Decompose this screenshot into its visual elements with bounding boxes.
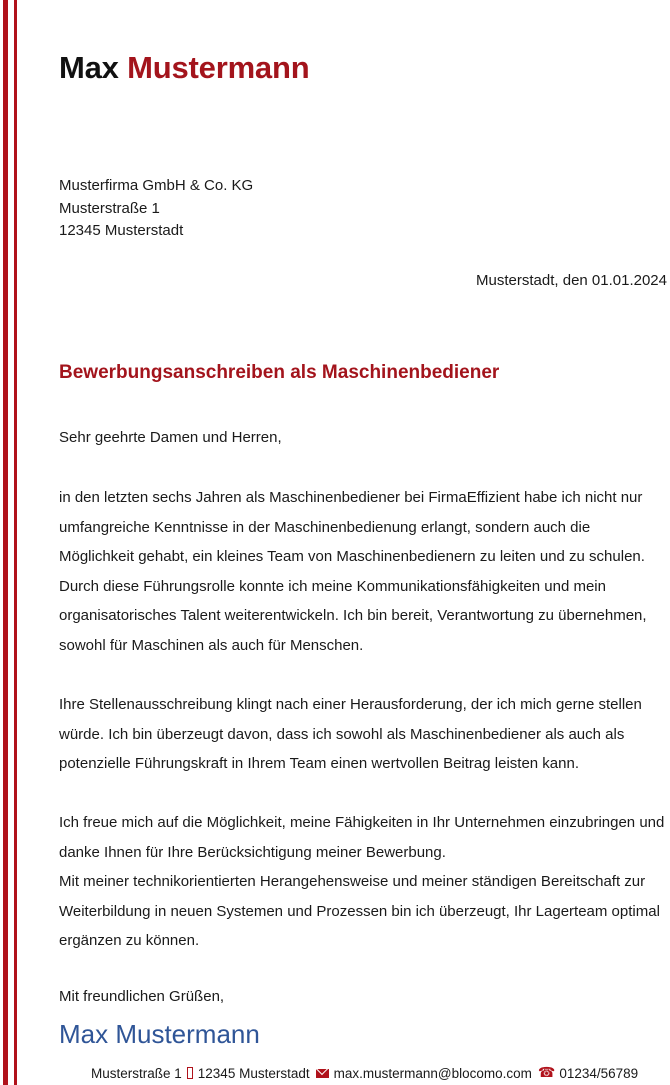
date-line: Musterstadt, den 01.01.2024 <box>476 272 667 289</box>
salutation: Sehr geehrte Damen und Herren, <box>59 429 282 446</box>
paragraph-3-part-2: Mit meiner technikorientierten Herangehensweise und meiner ständigen Bereitschaft zur Weiterbildung in neuen Systemen und Prozessen bin ich überzeugt, Ihr Lagerteam optimal ergänzen zu können. <box>59 873 660 949</box>
paragraph-3 <box>59 808 665 956</box>
closing: Mit freundlichen Grüßen, <box>59 988 225 1005</box>
footer-contact <box>91 1065 638 1081</box>
recipient-street: Musterstraße 1 <box>59 199 160 217</box>
paragraph-1: in den letzten sechs Jahren als Maschinenbediener bei FirmaEffizient habe ich nicht nur umfangreiche Kenntnisse in der Maschinenbedienung erlangt, sondern auch die Möglichkeit gehabt, ein kleines Team von Maschinenbedienern zu leiten und zu schulen. Durch diese Führungsrolle konnte ich meine Kommunikationsfähigkeiten und mein organisatorisches Talent weiterentwickeln. Ich bin bereit, Verantwortung zu übernehmen, sowohl für Maschinen als auch für Menschen. <box>59 489 647 654</box>
footer-city: 12345 Musterstadt <box>197 1065 310 1081</box>
page-title <box>59 50 309 86</box>
paragraph-2: Ihre Stellenausschreibung klingt nach einer Herausforderung, der ich mich gerne stellen würde. Ich bin überzeugt davon, dass ich sowohl als Maschinenbediener als auch als potenzielle Führungskraft in Ihrem Team einen wertvollen Beitrag leisten kann. <box>59 696 642 772</box>
footer-email[interactable]: max.mustermann@blocomo.com <box>333 1065 532 1081</box>
phone-icon: ☎ <box>537 1065 556 1081</box>
recipient-city: 12345 Musterstadt <box>59 222 184 239</box>
letter-subject: Bewerbungsanschreiben als Maschinenbediener <box>59 362 500 383</box>
accent-bar-thin <box>14 0 17 1085</box>
signature: Max Mustermann <box>59 1019 260 1049</box>
recipient-address <box>59 175 253 243</box>
paragraph-3-part-1: Ich freue mich auf die Möglichkeit, meine Fähigkeiten in Ihr Unternehmen einzubringen und danke Ihnen für Ihre Berücksichtigung meiner Bewerbung. <box>59 814 665 861</box>
header-first-name: Max <box>59 50 119 85</box>
recipient-company: Musterfirma GmbH & Co. KG <box>59 177 254 194</box>
footer-phone[interactable]: 01234/56789 <box>559 1065 639 1081</box>
address-separator-icon <box>187 1067 193 1079</box>
header-last-name: Mustermann <box>127 50 310 85</box>
footer-street: Musterstraße 1 <box>91 1065 182 1081</box>
mail-icon <box>316 1069 329 1078</box>
accent-bar-thick <box>3 0 8 1085</box>
